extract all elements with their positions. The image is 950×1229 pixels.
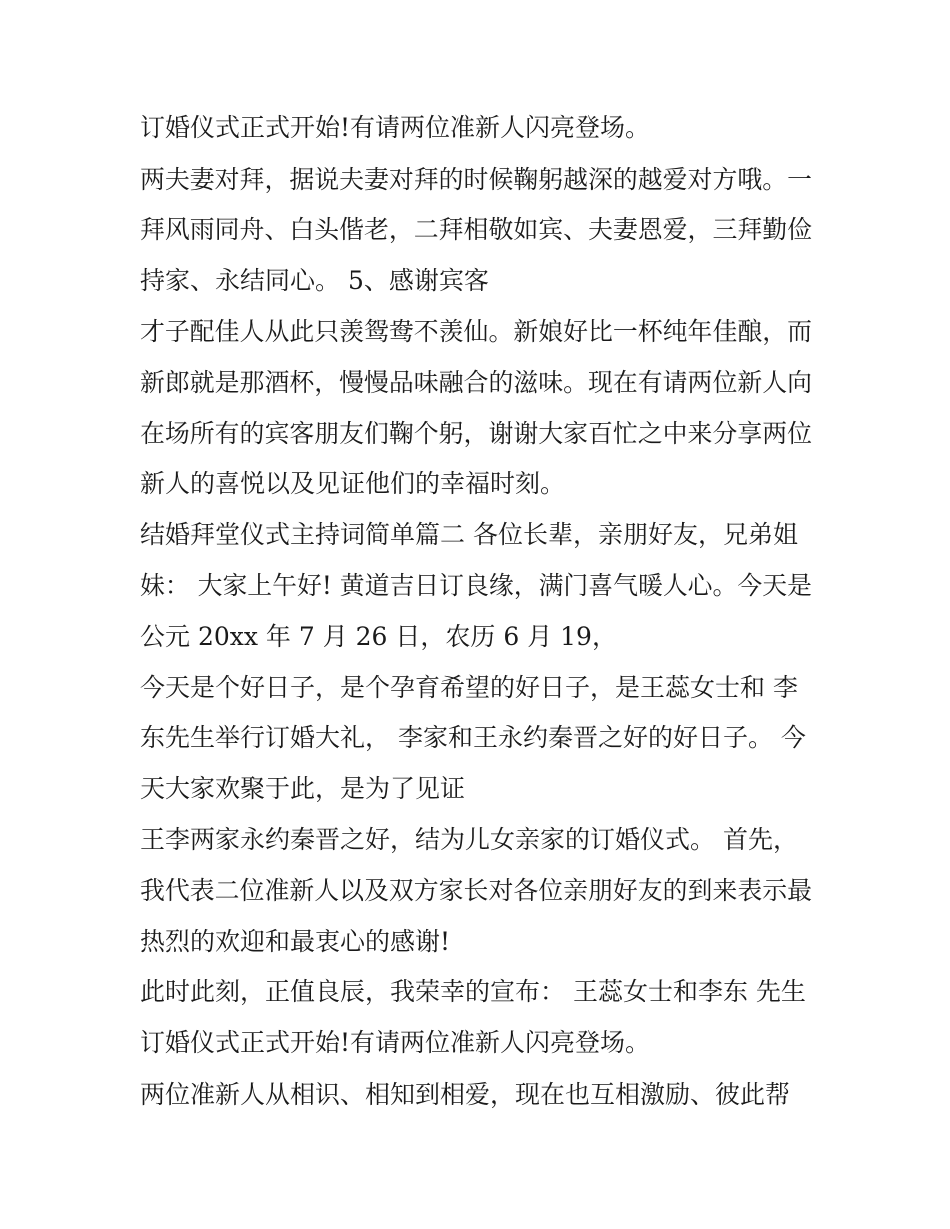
text-line: 拜风雨同舟、白头偕老，二拜相敬如宾、夫妻恩爱，三拜勤俭 bbox=[140, 215, 813, 244]
text-line: 结婚拜堂仪式主持词简单篇二 各位长辈，亲朋好友，兄弟姐 bbox=[140, 520, 798, 549]
text-line: 东先生举行订婚大礼， 李家和王永约秦晋之好的好日子。 今 bbox=[140, 723, 806, 752]
text-line: 公元 20xx 年 7 月 26 日，农历 6 月 19， bbox=[140, 622, 617, 651]
text-line: 王李两家永约秦晋之好，结为儿女亲家的订婚仪式。 首先， bbox=[140, 825, 798, 854]
text-line: 热烈的欢迎和最衷心的感谢! bbox=[140, 927, 451, 956]
text-line: 才子配佳人从此只羡鸳鸯不羡仙。新娘好比一杯纯年佳酿，而 bbox=[140, 317, 813, 346]
text-line: 订婚仪式正式开始!有请两位准新人闪亮登场。 bbox=[140, 113, 651, 142]
text-line: 新郎就是那酒杯，慢慢品味融合的滋味。现在有请两位新人向 bbox=[140, 368, 813, 397]
text-line: 我代表二位准新人以及双方家长对各位亲朋好友的到来表示最 bbox=[140, 876, 813, 905]
text-line: 新人的喜悦以及见证他们的幸福时刻。 bbox=[140, 469, 566, 498]
text-line: 此时此刻，正值良辰，我荣幸的宣布： 王蕊女士和李东 先生 bbox=[140, 977, 806, 1006]
text-line: 在场所有的宾客朋友们鞠个躬，谢谢大家百忙之中来分享两位 bbox=[140, 419, 813, 448]
text-line: 今天是个好日子，是个孕育希望的好日子，是王蕊女士和 李 bbox=[140, 673, 798, 702]
text-line: 天大家欢聚于此，是为了见证 bbox=[140, 774, 466, 803]
text-line: 持家、永结同心。 5、感谢宾客 bbox=[140, 266, 489, 295]
text-line: 两夫妻对拜，据说夫妻对拜的时候鞠躬越深的越爱对方哦。一 bbox=[140, 165, 813, 194]
text-line: 两位准新人从相识、相知到相爱，现在也互相激励、彼此帮 bbox=[140, 1080, 791, 1109]
text-line: 妹： 大家上午好! 黄道吉日订良缘，满门喜气暖人心。今天是 bbox=[140, 571, 812, 600]
text-line: 订婚仪式正式开始!有请两位准新人闪亮登场。 bbox=[140, 1028, 651, 1057]
